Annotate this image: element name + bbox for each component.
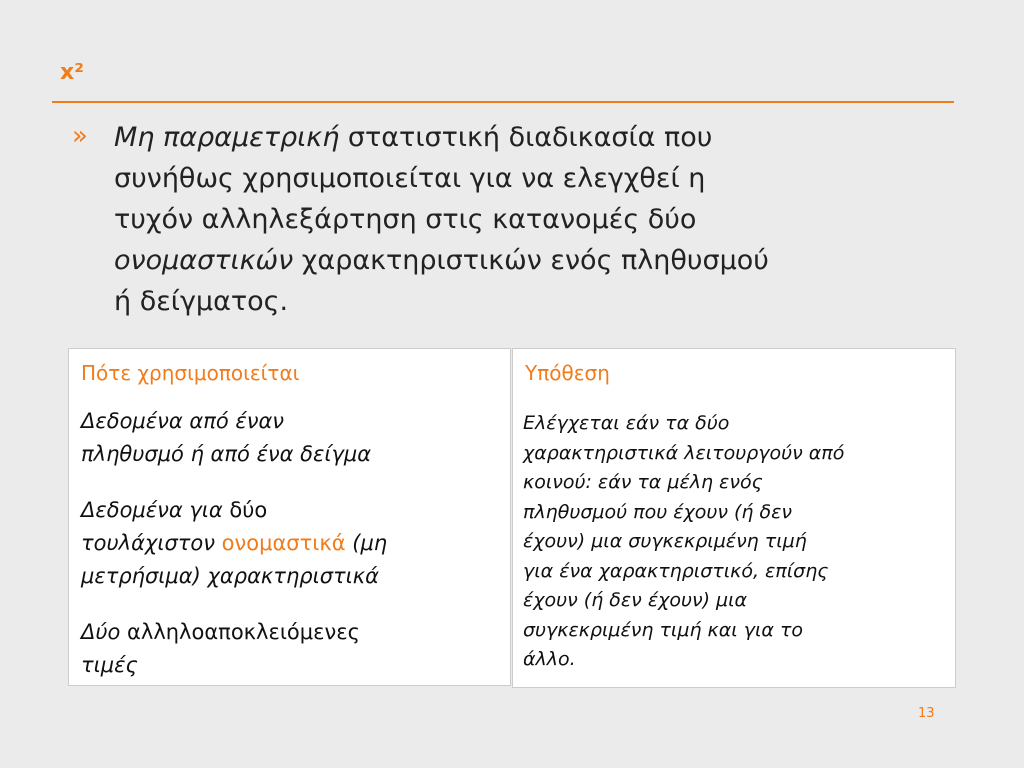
when-used-item-3-line-1-rest: αλληλοαποκλειόμενες	[120, 620, 360, 644]
bullet-line-3: τυχόν αλληλεξάρτηση στις κατανομές δύο	[114, 204, 697, 235]
when-used-item-1	[81, 405, 501, 471]
when-used-item-2	[81, 494, 501, 593]
when-used-item-1-line-2: πληθυσμό ή από ένα δείγμα	[81, 442, 372, 466]
when-used-item-3-line-1	[81, 616, 501, 649]
when-used-panel	[68, 348, 511, 686]
when-used-heading: Πότε χρησιμοποιείται	[81, 361, 300, 385]
bullet-line-1-italic: Μη παραμετρική	[114, 122, 340, 153]
when-used-item-2-line-1	[81, 494, 501, 527]
when-used-item-2-line-3: μετρήσιμα) χαρακτηριστικά	[81, 564, 379, 588]
hypothesis-text	[523, 409, 948, 675]
slide-title: x²	[60, 60, 84, 85]
when-used-item-3-line-1-italic: Δύο	[81, 620, 121, 644]
hypothesis-line: συγκεκριμένη τιμή και για το	[523, 618, 804, 641]
hypothesis-panel	[512, 348, 956, 688]
when-used-item-2-line-1-italic: Δεδομένα για	[81, 498, 223, 522]
page-number: 13	[918, 706, 935, 721]
bullet-line-4	[114, 240, 944, 281]
bullet-line-4-italic: ονομαστικών	[114, 245, 294, 276]
hypothesis-line: χαρακτηριστικά λειτουργούν από	[523, 441, 845, 464]
when-used-item-2-line-2	[81, 527, 501, 560]
hypothesis-line: έχουν (ή δεν έχουν) μια	[523, 589, 748, 611]
hypothesis-line: έχουν) μια συγκεκριμένη τιμή	[523, 530, 807, 552]
bullet-line-5: ή δείγματος.	[114, 286, 289, 317]
bullet-marker: »	[72, 121, 88, 151]
hypothesis-line: πληθυσμού που έχουν (ή δεν	[523, 500, 793, 523]
hypothesis-heading: Υπόθεση	[525, 361, 610, 385]
nominal-keyword: ονομαστικά	[214, 531, 346, 555]
when-used-item-2-line-1-rest: δύο	[222, 498, 268, 522]
bullet-line-1	[114, 117, 944, 158]
bullet-text	[114, 117, 944, 322]
bullet-line-1-rest: στατιστική διαδικασία που	[339, 122, 713, 153]
hypothesis-line: άλλο.	[523, 648, 576, 670]
hypothesis-line: για ένα χαρακτηριστικό, επίσης	[523, 559, 829, 582]
title-divider	[52, 101, 954, 103]
when-used-item-2-line-2-end: (μη	[345, 531, 388, 555]
bullet-line-2: συνήθως χρησιμοποιείται για να ελεγχθεί η	[114, 163, 706, 194]
hypothesis-line: κοινού: εάν τα μέλη ενός	[523, 471, 763, 493]
when-used-item-3	[81, 616, 501, 682]
bullet-line-4-rest: χαρακτηριστικών ενός πληθυσμού	[293, 245, 769, 276]
when-used-item-1-line-1: Δεδομένα από έναν	[81, 409, 285, 433]
hypothesis-line: Ελέγχεται εάν τα δύο	[523, 412, 730, 434]
when-used-item-2-line-2-italic: τουλάχιστον	[81, 531, 215, 555]
when-used-item-3-line-2: τιμές	[81, 653, 138, 677]
